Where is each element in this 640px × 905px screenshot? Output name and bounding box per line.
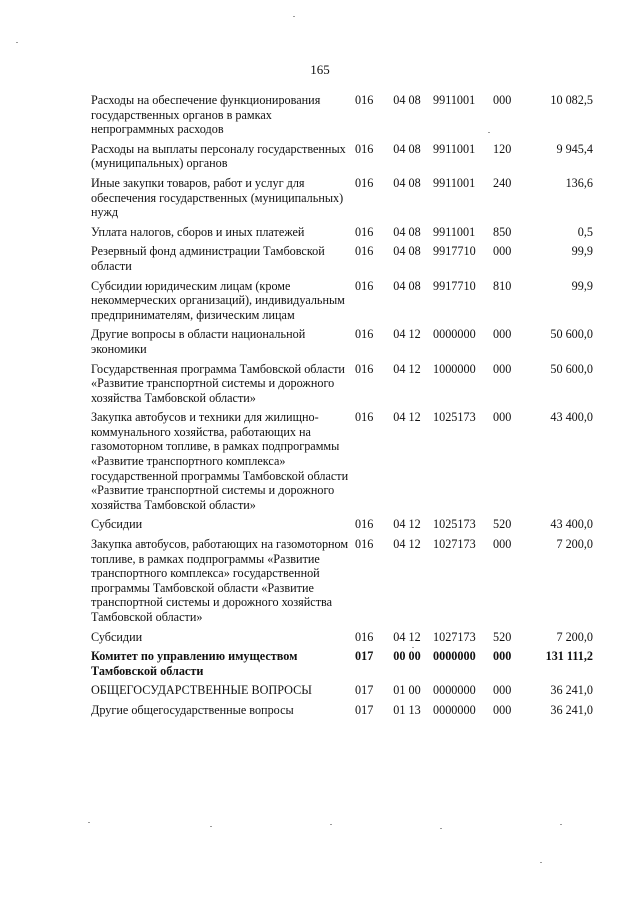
row-name: Расходы на обеспечение функционирования государственных органов в рамках непрограммных расходов bbox=[91, 93, 321, 137]
row-section-code: 01 13 bbox=[393, 702, 421, 717]
row-section-code: 04 08 bbox=[393, 244, 421, 259]
row-article-code: 9911001 bbox=[433, 141, 476, 156]
row-grbs-code: 016 bbox=[355, 629, 374, 644]
row-grbs-code: 016 bbox=[355, 327, 374, 342]
row-section-code: 04 12 bbox=[393, 629, 421, 644]
row-amount: 36 241,0 bbox=[550, 683, 593, 698]
row-expense-type-code: 240 bbox=[493, 175, 512, 190]
row-section-code: 04 08 bbox=[393, 93, 421, 107]
table-row bbox=[91, 176, 593, 225]
row-section-code: 01 00 bbox=[393, 683, 421, 698]
row-name: Иные закупки товаров, работ и услуг для обеспечения государственных (муниципальных) нужд bbox=[91, 175, 344, 220]
row-expense-type-code: 850 bbox=[493, 224, 512, 239]
scan-speck bbox=[560, 824, 562, 825]
table-row bbox=[91, 225, 593, 245]
row-grbs-code: 016 bbox=[355, 141, 374, 156]
row-name: ОБЩЕГОСУДАРСТВЕННЫЕ ВОПРОСЫ bbox=[91, 683, 312, 698]
row-amount: 43 400,0 bbox=[550, 410, 593, 425]
row-grbs-code: 016 bbox=[355, 244, 374, 259]
row-amount: 50 600,0 bbox=[550, 361, 593, 376]
row-name: Другие общегосударственные вопросы bbox=[91, 702, 294, 717]
scan-speck bbox=[330, 824, 332, 825]
scan-speck bbox=[412, 647, 414, 648]
row-name: Субсидии bbox=[91, 629, 143, 644]
row-expense-type-code: 000 bbox=[493, 327, 512, 342]
row-grbs-code: 017 bbox=[355, 702, 374, 717]
row-name: Комитет по управлению имуществом Тамбовской области bbox=[91, 649, 298, 678]
row-amount: 7 200,0 bbox=[556, 537, 593, 552]
row-grbs-code: 016 bbox=[355, 224, 374, 239]
table-row-committee-total bbox=[91, 649, 593, 683]
budget-table bbox=[91, 93, 593, 723]
row-grbs-code: 016 bbox=[355, 175, 374, 190]
row-expense-type-code: 120 bbox=[493, 141, 512, 156]
row-section-code: 04 08 bbox=[393, 141, 421, 156]
table-row bbox=[91, 703, 593, 723]
table-row bbox=[91, 279, 593, 328]
scan-speck bbox=[210, 826, 212, 827]
row-section-code: 04 12 bbox=[393, 410, 421, 425]
row-expense-type-code: 000 bbox=[493, 361, 512, 376]
row-amount: 43 400,0 bbox=[550, 517, 593, 532]
row-name: Государственная программа Тамбовской области «Развитие транспортной системы и дорожного хозяйства Тамбовской области» bbox=[91, 361, 345, 405]
table-row bbox=[91, 327, 593, 361]
table-row bbox=[91, 93, 593, 142]
row-grbs-code: 016 bbox=[355, 361, 374, 376]
row-expense-type-code: 520 bbox=[493, 517, 512, 532]
row-expense-type-code: 000 bbox=[493, 649, 512, 664]
row-expense-type-code: 000 bbox=[493, 93, 512, 107]
page-number: 165 bbox=[310, 62, 330, 77]
row-grbs-code: 016 bbox=[355, 537, 374, 552]
row-section-code: 04 12 bbox=[393, 537, 421, 552]
row-name: Расходы на выплаты персоналу государственных (муниципальных) органов bbox=[91, 141, 346, 171]
row-expense-type-code: 000 bbox=[493, 410, 512, 425]
budget-table-body bbox=[91, 93, 593, 723]
row-name: Субсидии юридическим лицам (кроме некоммерческих организаций), индивидуальным предпринимателям, физическим лицам bbox=[91, 278, 345, 322]
row-amount: 99,9 bbox=[571, 244, 593, 259]
row-amount: 10 082,5 bbox=[550, 93, 593, 107]
row-expense-type-code: 520 bbox=[493, 629, 512, 644]
row-name: Закупка автобусов, работающих на газомоторном топливе, в рамках подпрограммы «Развитие транспортного комплекса» государственной программы Тамбовской области «Развитие транспортной системы и дорожного хозяйства Тамбовской области» bbox=[91, 537, 349, 624]
row-expense-type-code: 000 bbox=[493, 702, 512, 717]
scan-speck bbox=[540, 862, 542, 863]
row-grbs-code: 017 bbox=[355, 683, 374, 698]
table-row bbox=[91, 244, 593, 278]
scan-speck bbox=[440, 828, 442, 829]
row-article-code: 9911001 bbox=[433, 175, 476, 190]
row-name: Субсидии bbox=[91, 517, 143, 532]
scan-speck bbox=[293, 16, 295, 17]
row-name: Уплата налогов, сборов и иных платежей bbox=[91, 224, 305, 239]
row-name: Другие вопросы в области национальной экономики bbox=[91, 327, 306, 356]
row-grbs-code: 016 bbox=[355, 517, 374, 532]
row-amount: 7 200,0 bbox=[556, 629, 593, 644]
row-expense-type-code: 810 bbox=[493, 278, 512, 293]
row-article-code: 1025173 bbox=[433, 517, 476, 532]
table-row bbox=[91, 537, 593, 630]
table-row bbox=[91, 683, 593, 703]
row-grbs-code: 016 bbox=[355, 410, 374, 425]
row-section-code: 04 12 bbox=[393, 517, 421, 532]
row-article-code: 0000000 bbox=[433, 683, 476, 698]
row-article-code: 1025173 bbox=[433, 410, 476, 425]
row-article-code: 9911001 bbox=[433, 224, 476, 239]
row-article-code: 1027173 bbox=[433, 537, 476, 552]
row-amount: 0,5 bbox=[577, 224, 593, 239]
row-grbs-code: 017 bbox=[355, 649, 374, 664]
row-grbs-code: 016 bbox=[355, 278, 374, 293]
row-expense-type-code: 000 bbox=[493, 683, 512, 698]
row-amount: 131 111,2 bbox=[545, 649, 593, 664]
row-amount: 99,9 bbox=[571, 278, 593, 293]
row-section-code: 04 12 bbox=[393, 361, 421, 376]
table-row bbox=[91, 630, 593, 650]
row-article-code: 1000000 bbox=[433, 361, 476, 376]
scan-speck bbox=[88, 822, 90, 823]
row-amount: 136,6 bbox=[565, 175, 593, 190]
row-grbs-code: 016 bbox=[355, 93, 374, 107]
row-name: Резервный фонд администрации Тамбовской области bbox=[91, 244, 325, 273]
row-article-code: 9917710 bbox=[433, 278, 476, 293]
row-section-code: 04 12 bbox=[393, 327, 421, 342]
row-section-code: 00 00 bbox=[393, 649, 421, 664]
table-row bbox=[91, 517, 593, 537]
scan-speck bbox=[16, 42, 18, 43]
row-amount: 36 241,0 bbox=[550, 702, 593, 717]
row-article-code: 9911001 bbox=[433, 93, 476, 107]
row-expense-type-code: 000 bbox=[493, 244, 512, 259]
row-article-code: 0000000 bbox=[433, 702, 476, 717]
row-article-code: 0000000 bbox=[433, 649, 476, 664]
row-expense-type-code: 000 bbox=[493, 537, 512, 552]
row-amount: 9 945,4 bbox=[556, 141, 593, 156]
table-row bbox=[91, 410, 593, 517]
row-section-code: 04 08 bbox=[393, 224, 421, 239]
row-section-code: 04 08 bbox=[393, 175, 421, 190]
row-amount: 50 600,0 bbox=[550, 327, 593, 342]
table-row bbox=[91, 362, 593, 411]
row-section-code: 04 08 bbox=[393, 278, 421, 293]
row-article-code: 0000000 bbox=[433, 327, 476, 342]
row-name: Закупка автобусов и техники для жилищно-коммунального хозяйства, работающих на газомоторном топливе, в рамках подпрограммы «Развитие транспортного комплекса» государственной программы Тамбовской области «Развитие транспортной системы и дорожного хозяйства Тамбовской области» bbox=[91, 410, 349, 512]
row-article-code: 9917710 bbox=[433, 244, 476, 259]
table-row bbox=[91, 142, 593, 176]
scan-speck bbox=[488, 132, 490, 133]
row-article-code: 1027173 bbox=[433, 629, 476, 644]
